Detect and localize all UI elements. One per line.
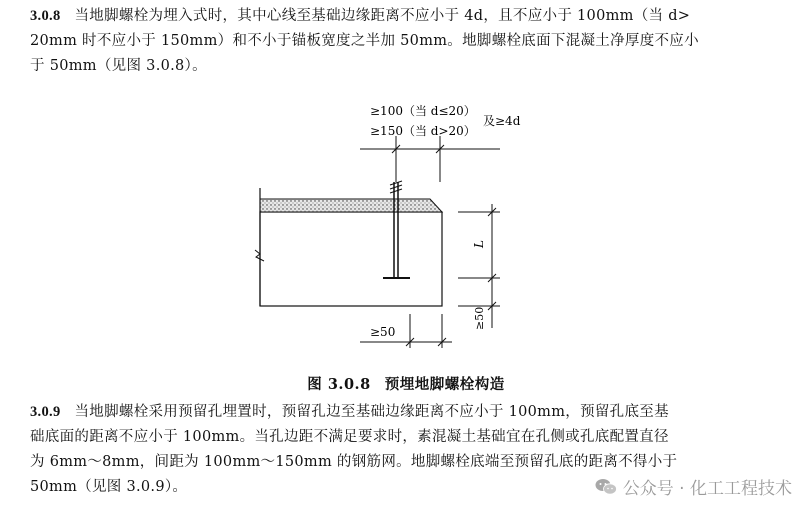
watermark-text: 公众号 · 化工工程技术 bbox=[622, 479, 792, 499]
figure-caption-number: 图 3.0.8 bbox=[307, 376, 371, 393]
anchor-bolt-diagram bbox=[230, 92, 530, 352]
dim-bottom: ≥50 bbox=[370, 325, 396, 339]
section-3-0-9-number: 3.0.9 bbox=[30, 404, 61, 420]
dim-top-extra: 及≥4d bbox=[483, 114, 521, 128]
dim-L: L bbox=[472, 240, 486, 248]
section-3-0-8-line-2: 20mm 时不应小于 150mm）和不小于锚板宽度之半加 50mm。地脚螺栓底面下混凝土净厚度不应小 bbox=[30, 33, 699, 49]
section-3-0-9-line-2: 础底面的距离不应小于 100mm。当孔边距不满足要求时，素混凝土基础宜在孔侧或孔底配置直径 bbox=[30, 429, 669, 445]
dim-right-bottom: ≥50 bbox=[473, 306, 486, 330]
figure-caption bbox=[0, 373, 812, 394]
section-3-0-8-line-1: 3.0.8 当地脚螺栓为埋入式时，其中心线至基础边缘距离不应小于 4d，且不应小于 100mm（当 d> bbox=[30, 8, 691, 24]
wechat-icon bbox=[595, 478, 617, 496]
watermark bbox=[589, 472, 798, 501]
section-3-0-9-line-3: 为 6mm～8mm，间距为 100mm～150mm 的钢筋网。地脚螺栓底端至预留孔底的距离不得小于 bbox=[30, 454, 678, 470]
figure-caption-title: 预埋地脚螺栓构造 bbox=[384, 376, 505, 393]
section-3-0-8-number: 3.0.8 bbox=[30, 8, 61, 24]
section-3-0-9-line-4: 50mm（见图 3.0.9）。 bbox=[30, 479, 188, 495]
section-3-0-9-line-1: 3.0.9 当地脚螺栓采用预留孔埋置时，预留孔边至基础边缘距离不应小于 100mm，预留孔底至基 bbox=[30, 404, 669, 420]
section-3-0-8-line-3: 于 50mm（见图 3.0.8）。 bbox=[30, 58, 207, 74]
section-3-0-8 bbox=[30, 4, 800, 79]
dim-top-line-1: ≥100（当 d≤20） bbox=[370, 104, 476, 118]
dim-top-line-2: ≥150（当 d>20） bbox=[370, 124, 476, 138]
